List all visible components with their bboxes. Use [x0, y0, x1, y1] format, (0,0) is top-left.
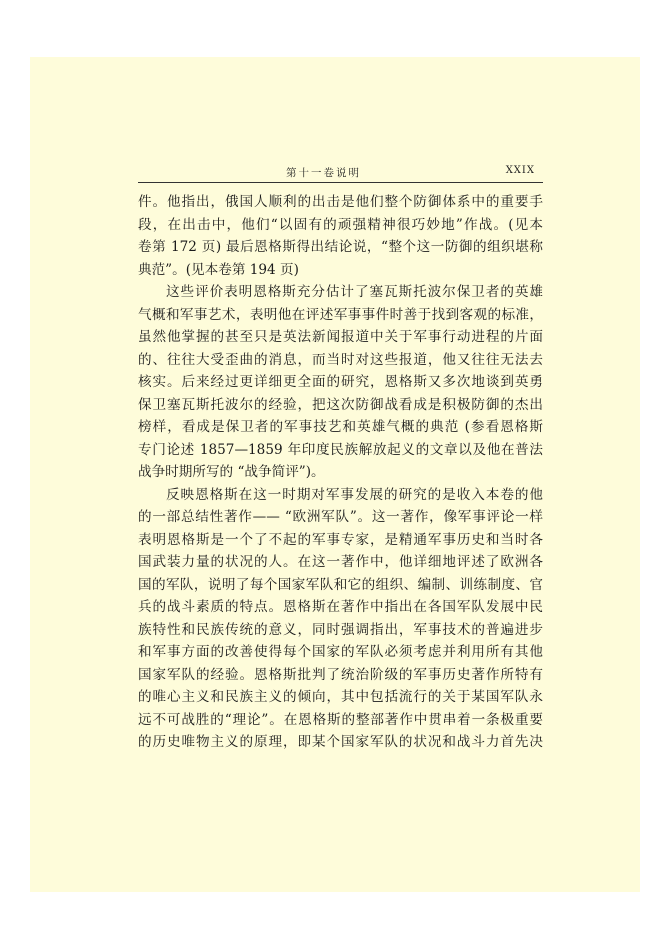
text-line: 的唯心主义和民族主义的倾向，其中包括流行的关于某国军队永 — [138, 689, 543, 705]
text-line: 卷第 172 页) 最后恩格斯得出结论说，“整个这一防御的组织堪称 — [138, 239, 543, 255]
text-line: 国武装力量的状况的人。在这一著作中，他详细地评述了欧洲各 — [138, 554, 543, 570]
text-line: 战争时期所写的 “战争简评”)。 — [138, 464, 325, 480]
running-title: 第十一卷说明 — [286, 167, 361, 179]
page-number: XXIX — [505, 165, 535, 176]
running-head — [138, 162, 543, 183]
body-text — [138, 191, 543, 754]
text-line: 保卫塞瓦斯托波尔的经验，把这次防御战看成是积极防御的杰出 — [138, 396, 543, 413]
text-line: 榜样，看成是保卫者的军事技艺和英雄气概的典范 (参看恩格斯 — [138, 419, 543, 435]
text-line: 兵的战斗素质的特点。恩格斯在著作中指出在各国军队发展中民 — [138, 599, 543, 615]
text-line: 专门论述 1857—1859 年印度民族解放起义的文章以及他在普法 — [138, 441, 543, 458]
text-line: 族特性和民族传统的意义，同时强调指出，军事技术的普遍进步 — [138, 621, 543, 638]
text-line: 核实。后来经过更详细更全面的研究，恩格斯又多次地谈到英勇 — [138, 374, 543, 390]
text-line: 典范”。(见本卷第 194 页) — [138, 261, 299, 278]
text-line: 国的军队，说明了每个国家军队和它的组织、编制、训练制度、官 — [138, 576, 543, 593]
text-line: 国家军队的经验。恩格斯批判了统治阶级的军事历史著作所特有 — [138, 666, 543, 683]
text-line: 件。他指出，俄国人顺利的出击是他们整个防御体系中的重要手 — [138, 194, 543, 210]
text-line: 气概和军事艺术，表明他在评述军事事件时善于找到客观的标准， — [138, 306, 543, 323]
text-line: 这些评价表明恩格斯充分估计了塞瓦斯托波尔保卫者的英雄 — [166, 284, 543, 300]
text-line: 的历史唯物主义的原理，即某个国家军队的状况和战斗力首先决 — [138, 734, 543, 750]
text-line: 虽然他掌握的甚至只是英法新闻报道中关于军事行动进程的片面 — [138, 329, 543, 345]
text-line: 和军事方面的改善使得每个国家的军队必须考虑并利用所有其他 — [138, 644, 543, 660]
text-line: 反映恩格斯在这一时期对军事发展的研究的是收入本卷的他 — [166, 486, 543, 503]
text-line: 段，在出击中，他们“以固有的顽强精神很巧妙地”作战。(见本 — [138, 216, 543, 233]
text-line: 表明恩格斯是一个了不起的军事专家，是精通军事历史和当时各 — [138, 531, 543, 548]
text-line: 的、往往大受歪曲的消息，而当时对这些报道，他又往往无法去 — [138, 351, 543, 368]
text-line: 的一部总结性著作—— “欧洲军队”。这一著作，像军事评论一样 — [138, 509, 543, 525]
text-line: 远不可战胜的“理论”。在恩格斯的整部著作中贯串着一条极重要 — [138, 711, 543, 728]
